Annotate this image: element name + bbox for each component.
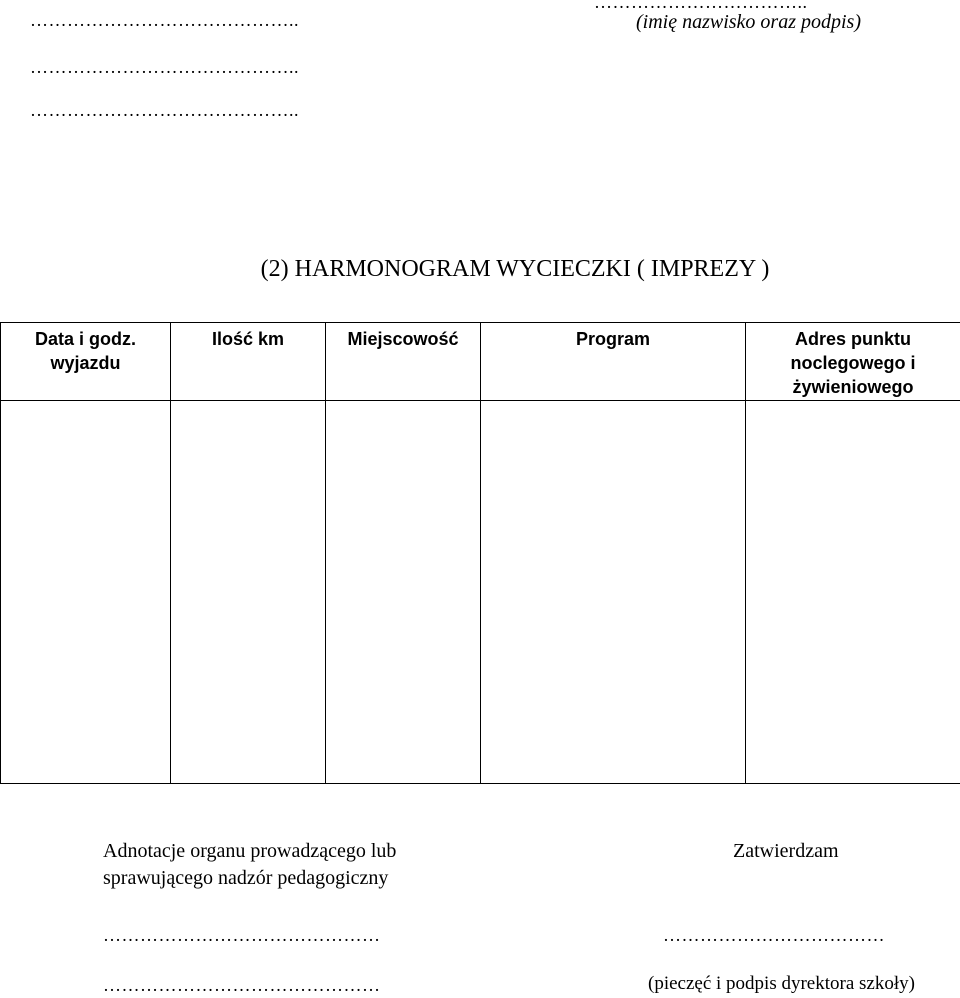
page-title: (2) HARMONOGRAM WYCIECZKI ( IMPREZY ): [260, 256, 770, 282]
table-row: [1, 401, 960, 784]
cell-accommodation-address[interactable]: [746, 401, 960, 784]
schedule-table: [0, 322, 960, 784]
annotation-dots-line: ………………………………………: [103, 925, 381, 945]
header-program: Program: [481, 323, 746, 401]
signature-dots-line: ……………………………………..: [30, 10, 299, 30]
approval-dots-line: ………………………………: [663, 925, 885, 945]
annotation-dots-line: ………………………………………: [103, 975, 381, 995]
annotation-label-line-1: Adnotacje organu prowadzącego lub: [103, 840, 397, 862]
table-header-row: [1, 323, 960, 401]
approval-caption: (pieczęć i podpis dyrektora szkoły): [648, 973, 915, 994]
signature-dots-line: ……………………………………..: [30, 57, 299, 77]
header-distance-km: Ilość km: [171, 323, 326, 401]
signature-caption: (imię nazwisko oraz podpis): [636, 11, 861, 33]
cell-program[interactable]: [481, 401, 746, 784]
header-accommodation-address: Adres punktu noclegowego i żywieniowego: [746, 323, 960, 401]
approval-title: Zatwierdzam: [733, 840, 839, 862]
cell-location[interactable]: [326, 401, 481, 784]
cell-distance-km[interactable]: [171, 401, 326, 784]
annotation-label-line-2: sprawującego nadzór pedagogiczny: [103, 867, 389, 889]
signature-dots-line: ……………………………..: [594, 0, 808, 12]
header-departure-datetime: Data i godz. wyjazdu: [1, 323, 171, 401]
cell-departure-datetime[interactable]: [1, 401, 171, 784]
signature-dots-line: ……………………………………..: [30, 100, 299, 120]
header-location: Miejscowość: [326, 323, 481, 401]
